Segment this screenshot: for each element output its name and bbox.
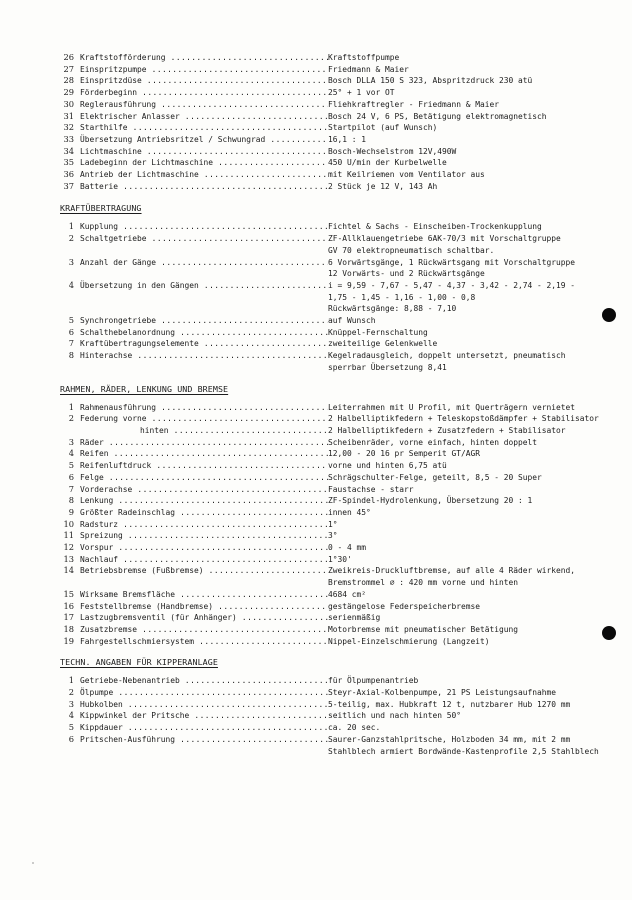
item-label: Kippwinkel der Pritsche ..... <box>80 710 328 722</box>
item-number: 5 <box>68 315 74 326</box>
item-label: Nachlauf ..... <box>80 554 328 566</box>
spec-row <box>60 437 600 449</box>
item-label: Anzahl der Gänge ..... <box>80 257 328 269</box>
spec-row <box>60 64 600 76</box>
item-value: innen 45° <box>328 507 371 517</box>
item-number: 17 <box>63 612 74 623</box>
item-number: 36 <box>63 169 74 180</box>
spec-row <box>60 601 600 613</box>
item-number: 33 <box>63 133 74 144</box>
item-value: Kegelradausgleich, doppelt untersetzt, pneumatisch sperrbar Übersetzung 8,41 <box>328 351 566 372</box>
item-number: 1 <box>68 401 74 412</box>
item-number: 7 <box>68 338 74 349</box>
item-label: Federung vorne ..... <box>80 413 328 425</box>
item-number: 19 <box>63 635 74 646</box>
item-number: 10 <box>63 518 74 529</box>
spec-row <box>60 472 600 484</box>
item-value: ZF-Spindel-Hydrolenkung, Übersetzung 20 : 1 <box>328 496 533 506</box>
spec-rows <box>60 402 600 648</box>
item-label: Kraftübertragungselemente ..... <box>80 338 328 350</box>
item-label: Betriebsbremse (Fußbremse) ..... <box>80 565 328 577</box>
spec-row <box>60 413 600 425</box>
spec-row <box>60 146 600 158</box>
spec-section <box>60 202 600 373</box>
item-value: vorne und hinten 6,75 atü <box>328 461 447 471</box>
item-number: 3 <box>68 698 74 709</box>
item-label: Wirksame Bremsfläche ..... <box>80 589 328 601</box>
item-value: 5-teilig, max. Hubkraft 12 t, nutzbarer Hub 1270 mm <box>328 699 571 709</box>
item-label: Schaltgetriebe ..... <box>80 233 328 245</box>
item-value: Fichtel & Sachs - Einscheiben-Trockenkupplung <box>328 222 542 232</box>
item-label: Räder ..... <box>80 437 328 449</box>
item-number: 9 <box>68 506 74 517</box>
item-label: Ölpumpe ..... <box>80 687 328 699</box>
item-value: 2 Stück je 12 V, 143 Ah <box>328 181 438 191</box>
item-number: 3 <box>68 436 74 447</box>
spec-row <box>60 157 600 169</box>
section-title: TECHN. ANGABEN FÜR KIPPERANLAGE <box>60 657 218 668</box>
item-number: 12 <box>63 542 74 553</box>
spec-row <box>60 257 600 280</box>
item-label: Elektrischer Anlasser ..... <box>80 111 328 123</box>
section-title: KRAFTÜBERTRAGUNG <box>60 203 142 214</box>
item-label: Hinterachse ..... <box>80 350 328 362</box>
item-number: 34 <box>63 145 74 156</box>
item-value: Fliehkraftregler - Friedmann & Maier <box>328 99 500 109</box>
item-number: 16 <box>63 600 74 611</box>
item-value: Zweikreis-Druckluftbremse, auf alle 4 Räder wirkend, Bremstrommel ∅ : 420 mm vorne und hinten <box>328 566 576 588</box>
spec-row <box>60 460 600 472</box>
spec-row <box>60 530 600 542</box>
item-label: Reifen ..... <box>80 448 328 460</box>
item-number: 31 <box>63 110 74 121</box>
spec-row <box>60 734 600 757</box>
item-label: Einspritzdüse ..... <box>80 75 328 87</box>
spec-section <box>60 656 600 757</box>
spec-row <box>60 425 600 437</box>
item-value: Saurer-Ganzstahlpritsche, Holzboden 34 mm, mit 2 mm Stahlblech armiert Bordwände-Kastenprofile 2,5 Stahlblech <box>328 734 599 756</box>
item-number: 1 <box>68 221 74 232</box>
item-value: Schrägschulter-Felge, geteilt, 8,5 - 20 Super <box>328 472 542 482</box>
spec-row <box>60 280 600 315</box>
item-label: Kippdauer ..... <box>80 722 328 734</box>
spec-row <box>60 722 600 734</box>
item-number: 13 <box>63 553 74 564</box>
item-value: ca. 20 sec. <box>328 723 381 733</box>
item-value: zweiteilige Gelenkwelle <box>328 339 438 349</box>
item-value: Motorbremse mit pneumatischer Betätigung <box>328 624 519 634</box>
spec-row <box>60 612 600 624</box>
item-value: Leiterrahmen mit U Profil, mit Querträgern vernietet <box>328 402 576 412</box>
item-label: Synchrongetriebe ..... <box>80 315 328 327</box>
item-label: Batterie ..... <box>80 181 328 193</box>
spec-row <box>60 554 600 566</box>
item-number: 15 <box>63 588 74 599</box>
item-value: Bosch 24 V, 6 PS, Betätigung elektromagnetisch <box>328 111 547 121</box>
spec-row <box>60 75 600 87</box>
spec-row <box>60 675 600 687</box>
item-number: 29 <box>63 87 74 98</box>
item-value: Bosch DLLA 150 S 323, Abspritzdruck 230 atü <box>328 76 533 86</box>
item-label: Getriebe-Nebenantrieb ..... <box>80 675 328 687</box>
item-value: 1° <box>328 519 338 529</box>
item-label: Hubkolben ..... <box>80 699 328 711</box>
item-label: Reglerausführung ..... <box>80 99 328 111</box>
item-value: seitlich und nach hinten 50° <box>328 711 462 721</box>
item-number: 32 <box>63 122 74 133</box>
spec-row <box>60 636 600 648</box>
item-number: 4 <box>68 279 74 290</box>
item-number: 2 <box>68 687 74 698</box>
item-value: Steyr-Axial-Kolbenpumpe, 21 PS Leistungsaufnahme <box>328 688 557 698</box>
item-value: 12,00 - 20 16 pr Semperit GT/AGR <box>328 449 481 459</box>
spec-row <box>60 542 600 554</box>
item-number: 2 <box>68 233 74 244</box>
spec-row <box>60 315 600 327</box>
item-number: 5 <box>68 460 74 471</box>
spec-rows <box>60 675 600 757</box>
item-label: Feststellbremse (Handbremse) ..... <box>80 601 328 613</box>
item-value: 16,1 : 1 <box>328 134 367 144</box>
spec-row <box>60 624 600 636</box>
spec-row <box>60 181 600 193</box>
spec-row <box>60 52 600 64</box>
spec-row <box>60 134 600 146</box>
item-value: 450 U/min der Kurbelwelle <box>328 158 447 168</box>
item-number: 7 <box>68 483 74 494</box>
item-label: Einspritzpumpe ..... <box>80 64 328 76</box>
item-value: Nippel-Einzelschmierung (Langzeit) <box>328 636 490 646</box>
item-value: 4684 cm² <box>328 589 367 599</box>
item-number: 28 <box>63 75 74 86</box>
item-number: 2 <box>68 413 74 424</box>
item-label: Lichtmaschine ..... <box>80 146 328 158</box>
item-number: 8 <box>68 495 74 506</box>
item-value: Friedmann & Maier <box>328 64 409 74</box>
item-number: 8 <box>68 350 74 361</box>
spec-row <box>60 122 600 134</box>
item-value: 1°30' <box>328 554 352 564</box>
item-label: Lenkung ..... <box>80 495 328 507</box>
item-number: 1 <box>68 675 74 686</box>
item-value: Faustachse - starr <box>328 484 414 494</box>
item-number: 14 <box>63 565 74 576</box>
item-label: Vorderachse ..... <box>80 484 328 496</box>
item-value: 0 - 4 mm <box>328 543 367 553</box>
item-label: hinten ..... <box>80 425 328 437</box>
spec-row <box>60 350 600 373</box>
item-label: Spreizung ..... <box>80 530 328 542</box>
item-number: 18 <box>63 623 74 634</box>
spec-row <box>60 699 600 711</box>
item-label: Reifenluftdruck ..... <box>80 460 328 472</box>
item-number: 35 <box>63 157 74 168</box>
spec-row <box>60 710 600 722</box>
item-value: Bosch-Wechselstrom 12V,490W <box>328 146 457 156</box>
item-number: 6 <box>68 733 74 744</box>
item-value: für Ölpumpenantrieb <box>328 676 419 686</box>
item-number: 5 <box>68 722 74 733</box>
item-number: 6 <box>68 471 74 482</box>
item-value: 25° + 1 vor OT <box>328 88 395 98</box>
item-label: Antrieb der Lichtmaschine ..... <box>80 169 328 181</box>
spec-sheet <box>60 52 600 757</box>
spec-row <box>60 687 600 699</box>
item-label: Felge ..... <box>80 472 328 484</box>
spec-row <box>60 495 600 507</box>
item-value: Scheibenräder, vorne einfach, hinten doppelt <box>328 437 538 447</box>
spec-row <box>60 402 600 414</box>
spec-row <box>60 169 600 181</box>
item-label: Zusatzbremse ..... <box>80 624 328 636</box>
spec-row <box>60 111 600 123</box>
item-number: 37 <box>63 180 74 191</box>
spec-row <box>60 99 600 111</box>
item-label: Kupplung ..... <box>80 221 328 233</box>
spec-row <box>60 484 600 496</box>
item-label: Pritschen-Ausführung ..... <box>80 734 328 746</box>
item-label: Förderbeginn ..... <box>80 87 328 99</box>
item-label: Vorspur ..... <box>80 542 328 554</box>
spec-section <box>60 383 600 648</box>
item-label: Schalthebelanordnung ..... <box>80 327 328 339</box>
item-label: Übersetzung Antriebsritzel / Schwungrad ..... <box>80 134 328 146</box>
item-value: mit Keilriemen vom Ventilator aus <box>328 170 485 180</box>
item-label: Radsturz ..... <box>80 519 328 531</box>
item-label: Übersetzung in den Gängen ..... <box>80 280 328 292</box>
item-value: auf Wunsch <box>328 316 376 326</box>
item-value: i = 9,59 - 7,67 - 5,47 - 4,37 - 3,42 - 2,74 - 2,19 - 1,75 - 1,45 - 1,16 - 1,00 - 0,8 Rückwärtsgänge: 8,88 - 7,10 <box>328 280 576 314</box>
item-value: 2 Halbelliptikfedern + Zusatzfedern + Stabilisator <box>328 425 566 435</box>
spec-row <box>60 589 600 601</box>
spec-section <box>60 52 600 192</box>
item-label: Starthilfe ..... <box>80 122 328 134</box>
item-label: Lastzugbremsventil (für Anhänger) ..... <box>80 612 328 624</box>
item-label: Kraftstofförderung ..... <box>80 52 328 64</box>
spec-row <box>60 338 600 350</box>
spec-row <box>60 221 600 233</box>
item-label: Ladebeginn der Lichtmaschine ..... <box>80 157 328 169</box>
punch-hole-lower <box>602 626 616 640</box>
punch-hole-upper <box>602 308 616 322</box>
section-title: RAHMEN, RÄDER, LENKUNG UND BREMSE <box>60 383 229 394</box>
item-number: 30 <box>63 98 74 109</box>
item-value: 2 Halbelliptikfedern + Teleskopstoßdämpfer + Stabilisator <box>328 414 599 424</box>
item-number: 6 <box>68 326 74 337</box>
item-number: 11 <box>63 530 74 541</box>
item-number: 26 <box>63 52 74 62</box>
spec-rows <box>60 52 600 192</box>
spec-row <box>60 448 600 460</box>
spec-row <box>60 519 600 531</box>
item-value: gestängelose Federspeicherbremse <box>328 601 481 611</box>
item-label: Größter Radeinschlag ..... <box>80 507 328 519</box>
item-number: 4 <box>68 710 74 721</box>
spec-row <box>60 327 600 339</box>
item-value: 6 Vorwärtsgänge, 1 Rückwärtsgang mit Vorschaltgruppe 12 Vorwärts- und 2 Rückwärtsgänge <box>328 257 576 279</box>
spec-rows <box>60 221 600 373</box>
spec-row <box>60 565 600 588</box>
item-value: Knüppel-Fernschaltung <box>328 327 428 337</box>
item-label: Fahrgestellschmiersystem ..... <box>80 636 328 648</box>
item-value: serienmäßig <box>328 613 381 623</box>
spec-row <box>60 233 600 256</box>
item-value: Startpilot (auf Wunsch) <box>328 123 438 133</box>
spec-row <box>60 507 600 519</box>
paper-speck <box>32 862 34 864</box>
item-label: Rahmenausführung ..... <box>80 402 328 414</box>
item-number: 4 <box>68 448 74 459</box>
spec-row <box>60 87 600 99</box>
item-value: Kraftstoffpumpe <box>328 53 400 62</box>
item-value: ZF-Allklauengetriebe 6AK-70/3 mit Vorschaltgruppe GV 70 elektropneumatisch schaltbar. <box>328 234 561 255</box>
item-number: 3 <box>68 256 74 267</box>
item-number: 27 <box>63 63 74 74</box>
item-value: 3° <box>328 531 338 541</box>
